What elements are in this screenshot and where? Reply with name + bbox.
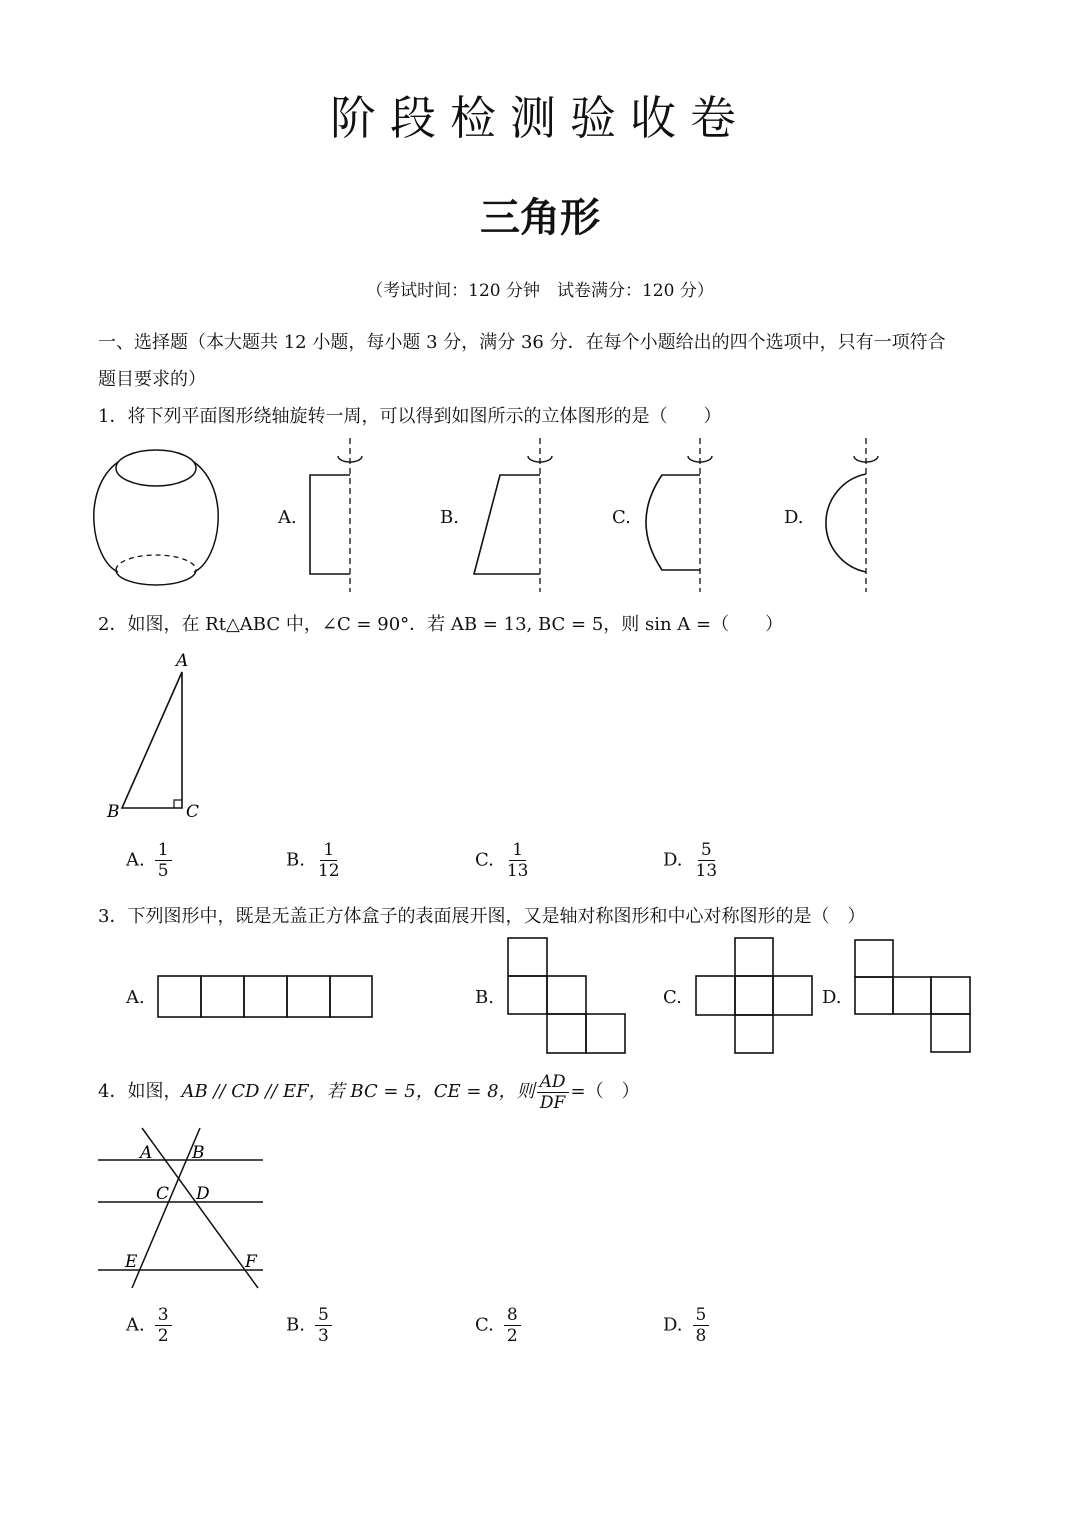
net-b bbox=[508, 938, 625, 1053]
q2-option-a: A. $\frac{1}{5}$ bbox=[126, 840, 172, 881]
label-f: F bbox=[245, 1252, 257, 1272]
question-4-stem: 4．如图，AB // CD // EF，若 BC = 5，CE = 8，则 $\frac{AD}{DF}$ =（ ） bbox=[98, 1071, 640, 1113]
section-heading: 一、选择题（本大题共 12 小题，每小题 3 分，满分 36 分．在每个小题给出的四个选项中，只有一项符合 bbox=[98, 332, 946, 353]
q3-option-d: D. bbox=[822, 987, 842, 1008]
q2-option-d: D. $\frac{5}{13}$ bbox=[663, 840, 718, 881]
page-title: 阶段检测验收卷 bbox=[330, 91, 750, 145]
page-subtitle: 三角形 bbox=[480, 195, 600, 241]
label-b: B bbox=[107, 802, 120, 822]
q4-parallel-lines-figure bbox=[0, 0, 400, 1300]
question-1-stem: 1．将下列平面图形绕轴旋转一周，可以得到如图所示的立体图形的是（ ） bbox=[98, 406, 722, 427]
label-d: D bbox=[196, 1184, 210, 1204]
question-3-stem: 3．下列图形中，既是无盖正方体盒子的表面展开图，又是轴对称图形和中心对称图形的是（ ） bbox=[98, 906, 866, 927]
q1-option-a: A. bbox=[278, 507, 297, 528]
q4-option-c: C. $\frac{8}{2}$ bbox=[475, 1305, 521, 1346]
q1-option-b: B. bbox=[440, 507, 459, 528]
label-c: C bbox=[186, 802, 200, 822]
q2-option-c: C. $\frac{1}{13}$ bbox=[475, 840, 529, 881]
q4-option-a: A. $\frac{3}{2}$ bbox=[126, 1305, 172, 1346]
question-2-stem: 2．如图，在 Rt△ABC 中，∠C = 90°．若 AB = 13, BC = 5，则 sin A =（ ） bbox=[98, 614, 784, 635]
net-d bbox=[855, 940, 970, 1052]
label-e: E bbox=[125, 1252, 138, 1272]
label-a: A bbox=[176, 651, 189, 671]
label-a: A bbox=[140, 1143, 153, 1163]
q3-option-c: C. bbox=[663, 987, 682, 1008]
exam-info: （考试时间：120 分钟 试卷满分：120 分） bbox=[366, 281, 714, 301]
net-c bbox=[696, 938, 812, 1053]
section-heading-continued: 题目要求的） bbox=[98, 369, 206, 390]
q2-option-b: B. $\frac{1}{12}$ bbox=[286, 840, 340, 881]
q3-option-b: B. bbox=[475, 987, 494, 1008]
q4-option-d: D. $\frac{5}{8}$ bbox=[663, 1305, 709, 1346]
label-c: C bbox=[156, 1184, 170, 1204]
q1-option-c: C. bbox=[612, 507, 631, 528]
q4-option-b: B. $\frac{5}{3}$ bbox=[286, 1305, 332, 1346]
q3-option-a: A. bbox=[126, 987, 145, 1008]
label-b: B bbox=[192, 1143, 205, 1163]
q1-option-d: D. bbox=[784, 507, 804, 528]
